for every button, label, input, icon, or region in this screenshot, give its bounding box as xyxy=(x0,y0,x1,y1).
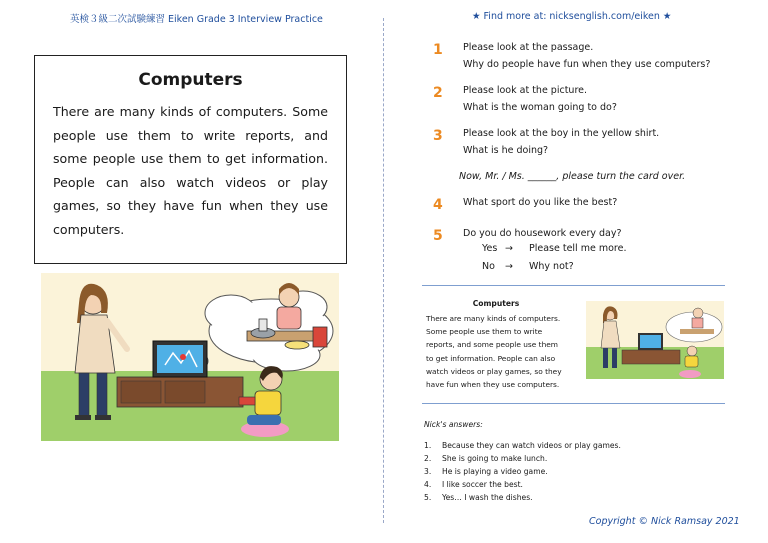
passage-card xyxy=(34,55,347,264)
question-number: 2 xyxy=(433,85,443,101)
section-rule-top xyxy=(422,285,725,286)
question-number: 1 xyxy=(433,42,443,58)
header-left-title: 英検３級二次試験練習 Eiken Grade 3 Interview Practice xyxy=(70,14,323,25)
passage-title: Computers xyxy=(138,70,243,90)
header-right-link[interactable]: ★ Find more at: nicksenglish.com/eiken ★ xyxy=(472,11,672,22)
answer-text: Yes… I wash the dishes. xyxy=(442,493,533,502)
answer-text: Because they can watch videos or play games. xyxy=(442,441,621,450)
section-rule-bottom xyxy=(422,403,725,404)
followup-yes-text: Please tell me more. xyxy=(529,243,627,254)
turn-card-instruction: Now, Mr. / Ms. ______, please turn the card over. xyxy=(459,171,686,182)
answers-label: Nick's answers: xyxy=(424,420,483,429)
answer-number: 5. xyxy=(424,493,432,502)
mini-card-text: There are many kinds of computers. Some people use them to write reports, and some people use them to get information. People can also watch videos or play games, so they have fun when they use computers. xyxy=(426,314,562,390)
answer-number: 1. xyxy=(424,441,432,450)
question-prompt: Please look at the picture. xyxy=(463,85,588,96)
answer-text: She is going to make lunch. xyxy=(442,454,548,463)
question-text: What sport do you like the best? xyxy=(463,197,618,208)
answer-number: 3. xyxy=(424,467,432,476)
question-text: What is he doing? xyxy=(463,145,549,156)
followup-yes-arrow: → xyxy=(505,243,513,254)
question-text: What is the woman going to do? xyxy=(463,102,617,113)
passage-illustration xyxy=(41,273,339,441)
answer-number: 4. xyxy=(424,480,432,489)
copyright-notice: Copyright © Nick Ramsay 2021 xyxy=(589,516,740,527)
question-text: Do you do housework every day? xyxy=(463,228,622,239)
answer-number: 2. xyxy=(424,454,432,463)
mini-card-title: Computers xyxy=(472,299,520,308)
answer-text: I like soccer the best. xyxy=(442,480,523,489)
followup-yes-label: Yes xyxy=(482,243,498,254)
answer-text: He is playing a video game. xyxy=(442,467,548,476)
passage-text: There are many kinds of computers. Some people use them to write reports, and some people use them to get information. People can also watch videos or play games, so they have fun when they use computers. xyxy=(53,104,328,237)
mini-card-illustration xyxy=(586,301,724,379)
question-text: Why do people have fun when they use computers? xyxy=(463,59,711,70)
followup-no-arrow: → xyxy=(505,261,513,272)
question-number: 3 xyxy=(433,128,443,144)
question-number: 5 xyxy=(433,228,443,244)
question-number: 4 xyxy=(433,197,443,213)
question-prompt: Please look at the passage. xyxy=(463,42,594,53)
question-prompt: Please look at the boy in the yellow shirt. xyxy=(463,128,660,139)
followup-no-label: No xyxy=(482,261,495,272)
followup-no-text: Why not? xyxy=(529,261,574,272)
fold-divider xyxy=(383,18,384,523)
